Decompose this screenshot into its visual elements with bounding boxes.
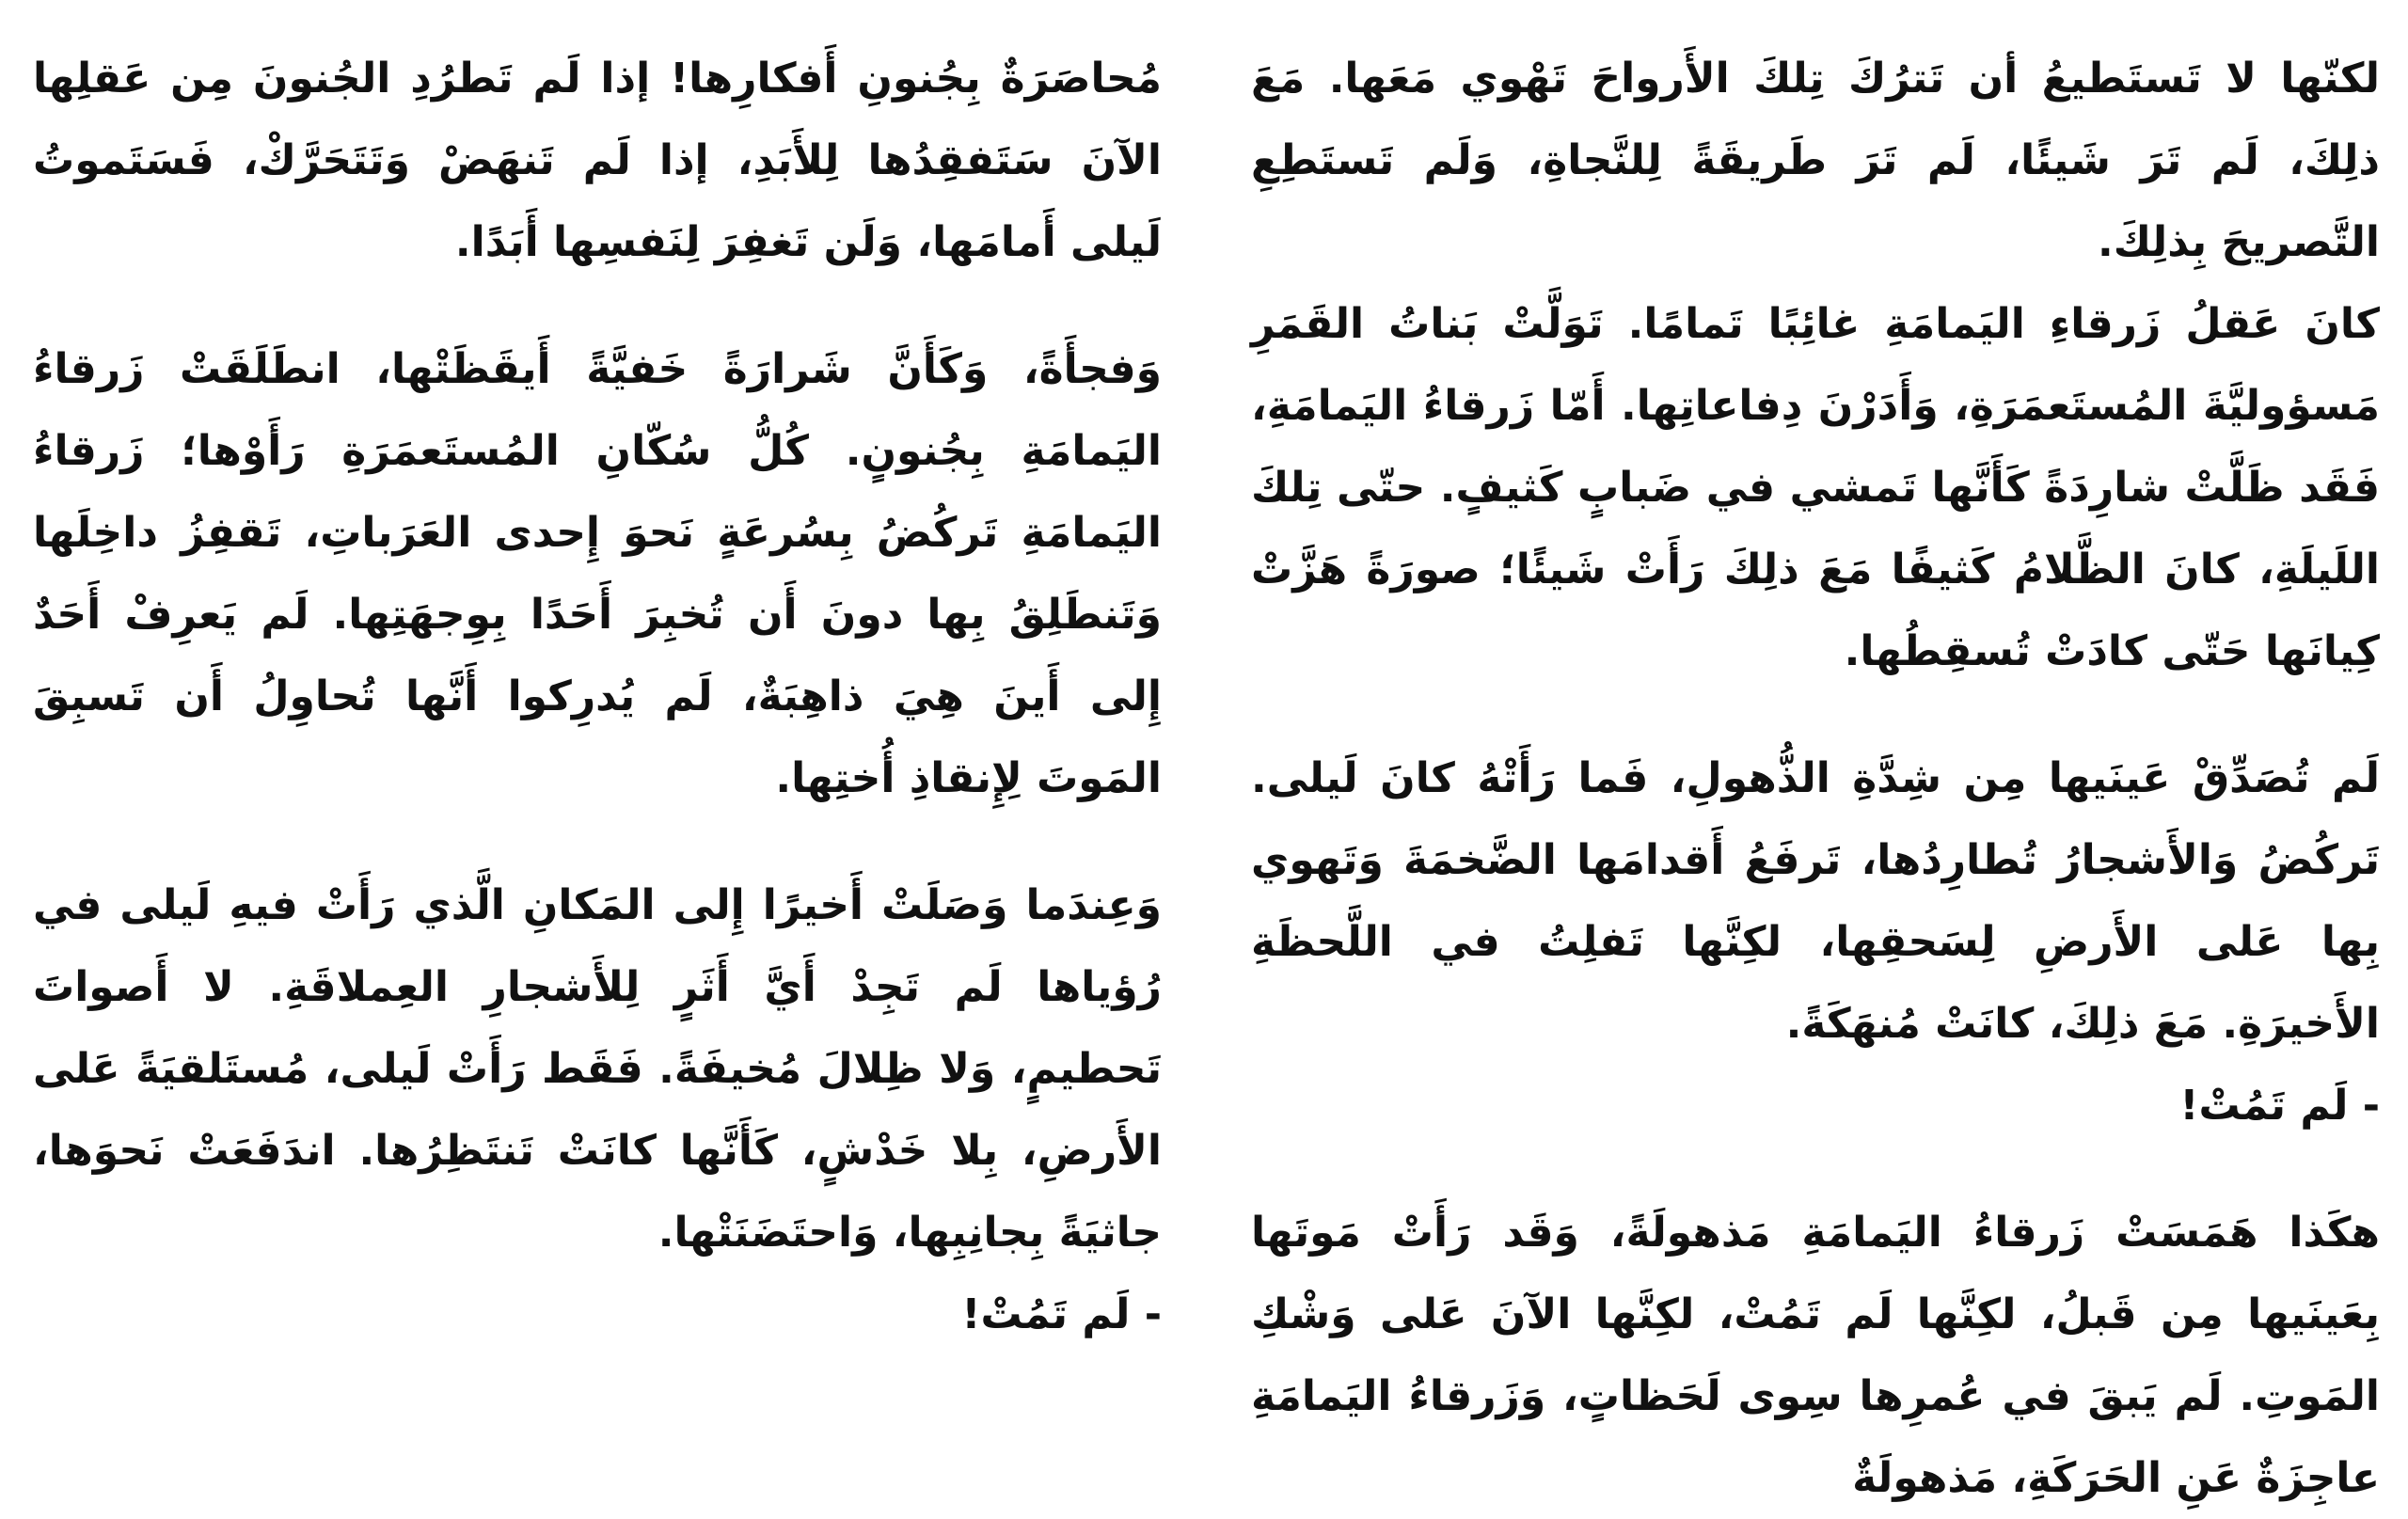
right-page-column	[1251, 38, 2380, 1519]
paragraph: لَم تُصَدِّقْ عَينَيها مِن شِدَّةِ الذُّهولِ، فَما رَأَتْهُ كانَ لَيلى. تَركُضُ وَالأَشجارُ تُطارِدُها، تَرفَعُ أَقدامَها الضَّخمَةَ وَتَهوي بِها عَلى الأَرضِ لِسَحقِها، لكِنَّها تَفلِتُ في اللَّحظَةِ الأَخيرَةِ. مَعَ ذلِكَ، كانَتْ مُنهَكَةً.	[1251, 754, 2380, 1048]
paragraph: وَفجأَةً، وَكَأَنَّ شَرارَةً خَفيَّةً أَيقَظَتْها، انطَلَقَتْ زَرقاءُ اليَمامَةِ بِجُنونٍ. كُلُّ سُكّانِ المُستَعمَرَةِ رَأَوْها؛ زَرقاءُ اليَمامَةِ تَركُضُ بِسُرعَةٍ نَحوَ إِحدى العَرَباتِ، تَقفِزُ داخِلَها وَتَنطَلِقُ بِها دونَ أَن تُخبِرَ أَحَدًا بِوِجهَتِها. لَم يَعرِفْ أَحَدٌ إِلى أَينَ هِيَ ذاهِبَةٌ، لَم يُدرِكوا أَنَّها تُحاوِلُ أَن تَسبِقَ المَوتَ لِإِنقاذِ أُختِها.	[33, 345, 1162, 802]
dialogue-line: - لَم تَمُتْ!	[961, 1290, 1162, 1338]
paragraph: كانَ عَقلُ زَرقاءِ اليَمامَةِ غائِبًا تَمامًا. تَوَلَّتْ بَناتُ القَمَرِ مَسؤوليَّةَ المُستَعمَرَةِ، وَأَدَرْنَ دِفاعاتِها. أَمّا زَرقاءُ اليَمامَةِ، فَقَد ظَلَّتْ شارِدَةً كَأَنَّها تَمشي في ضَبابٍ كَثيفٍ. حتّى تِلكَ اللَيلَةِ، كانَ الظَّلامُ كَثيفًا مَعَ ذلِكَ رَأَتْ شَيئًا؛ صورَةً هَزَّتْ كِيانَها حَتّى كادَتْ تُسقِطُها.	[1251, 300, 2380, 675]
dialogue-line: - لَم تَمُتْ!	[2179, 1082, 2380, 1130]
paragraph: وَعِندَما وَصَلَتْ أَخيرًا إِلى المَكانِ الَّذي رَأَتْ فيهِ لَيلى في رُؤياها لَم تَجِدْ أَيَّ أَثَرٍ لِلأَشجارِ العِملاقَةِ. لا أَصواتَ تَحطيمٍ، وَلا ظِلالَ مُخيفَةً. فَقَط رَأَتْ لَيلى، مُستَلقيَةً عَلى الأَرضِ، بِلا خَدْشٍ، كَأَنَّها كانَتْ تَنتَظِرُها. اندَفَعَتْ نَحوَها، جاثيَةً بِجانِبِها، وَاحتَضَنَتْها.	[33, 881, 1162, 1257]
paragraph: هكَذا هَمَسَتْ زَرقاءُ اليَمامَةِ مَذهولَةً، وَقَد رَأَتْ مَوتَها بِعَينَيها مِن قَبلُ، لكِنَّها لَم تَمُتْ، لكِنَّها الآنَ عَلى وَشْكِ المَوتِ. لَم يَبقَ في عُمرِها سِوى لَحَظاتٍ، وَزَرقاءُ اليَمامَةِ عاجِزَةٌ عَنِ الحَرَكَةِ، مَذهولَةٌ	[1251, 1209, 2380, 1502]
paragraph: لكنّها لا تَستَطيعُ أن تَترُكَ تِلكَ الأَرواحَ تَهْوي مَعَها. مَعَ ذلِكَ، لَم تَرَ شَيئًا، لَم تَرَ طَريقَةً لِلنَّجاةِ، وَلَم تَستَطِعِ التَّصريحَ بِذلِكَ.	[1251, 55, 2380, 266]
paragraph: مُحاصَرَةٌ بِجُنونِ أَفكارِها! إذا لَم تَطرُدِ الجُنونَ مِن عَقلِها الآنَ سَتَفقِدُها لِلأَبَدِ، إذا لَم تَنهَضْ وَتَتَحَرَّكْ، فَسَتَموتُ لَيلى أَمامَها، وَلَن تَغفِرَ لِنَفسِها أَبَدًا.	[33, 55, 1162, 266]
left-page-column	[33, 38, 1162, 1355]
